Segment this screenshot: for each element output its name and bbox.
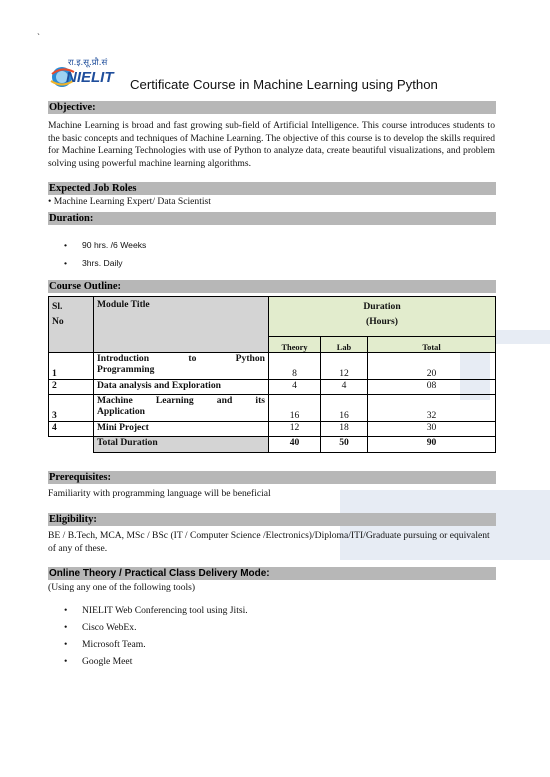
row-sl: 2 — [49, 380, 94, 395]
bullet-icon: • — [64, 605, 68, 616]
duration-heading: Duration: — [48, 212, 496, 225]
eligibility-text: BE / B.Tech, MCA, MSc / BSc (IT / Computer Science /Electronics)/Diploma/ITI/Graduate pursuing or equivalent of any of these. — [48, 530, 490, 554]
course-title: Certificate Course in Machine Learning using Python — [130, 77, 438, 92]
row-total: 32 — [368, 395, 496, 422]
bullet-icon: • — [64, 240, 68, 250]
row-theory: 16 — [269, 395, 321, 422]
row-lab: 18 — [321, 422, 368, 437]
row-title: Data analysis and Exploration — [94, 380, 269, 395]
table-header-row — [49, 297, 496, 337]
page-mark: ` — [37, 32, 40, 42]
table-row — [49, 422, 496, 437]
duration-text: 90 hrs. /6 Weeks — [82, 240, 147, 250]
theory-header: Theory — [269, 337, 321, 353]
row-title-line: Machine Learning and its — [97, 395, 265, 406]
row-lab: 4 — [321, 380, 368, 395]
sl-label: Sl. — [52, 301, 63, 312]
total-label: Total Duration — [94, 437, 269, 453]
nielit-logo — [48, 56, 126, 96]
no-label: No — [52, 316, 64, 327]
row-total: 30 — [368, 422, 496, 437]
bullet-icon: • — [48, 196, 52, 207]
row-total: 08 — [368, 380, 496, 395]
table-row — [49, 353, 496, 380]
total-lab: 50 — [321, 437, 368, 453]
delivery-subtext: (Using any one of the following tools) — [48, 582, 196, 593]
table-row — [49, 380, 496, 395]
bullet-icon: • — [64, 639, 68, 650]
delivery-heading: Online Theory / Practical Class Delivery Mode: — [48, 567, 496, 580]
hours-label: (Hours) — [366, 316, 398, 327]
row-lab: 12 — [321, 353, 368, 380]
total-theory: 40 — [269, 437, 321, 453]
row-theory: 12 — [269, 422, 321, 437]
row-title: Mini Project — [94, 422, 269, 437]
delivery-text: Cisco WebEx. — [82, 622, 137, 633]
row-title-line: Programming — [97, 364, 155, 375]
delivery-text: Microsoft Team. — [82, 639, 146, 650]
row-total: 20 — [368, 353, 496, 380]
delivery-text: NIELIT Web Conferencing tool using Jitsi. — [82, 605, 248, 616]
course-outline-table — [48, 296, 496, 453]
job-role-item — [48, 196, 211, 207]
duration-header — [269, 297, 496, 337]
row-theory: 8 — [269, 353, 321, 380]
row-sl: 1 — [49, 353, 94, 380]
bullet-icon: • — [64, 656, 68, 667]
course-outline-heading: Course Outline: — [48, 280, 496, 293]
job-roles-heading: Expected Job Roles — [48, 182, 496, 195]
row-title — [94, 395, 269, 422]
logo-name-text: NIELIT — [66, 69, 114, 86]
duration-text: 3hrs. Daily — [82, 258, 123, 268]
row-title — [94, 353, 269, 380]
table-total-row — [49, 437, 496, 453]
objective-heading: Objective: — [48, 101, 496, 114]
empty-cell — [49, 437, 94, 453]
row-sl: 4 — [49, 422, 94, 437]
job-role-text: Machine Learning Expert/ Data Scientist — [53, 196, 211, 207]
row-sl: 3 — [49, 395, 94, 422]
sl-no-header — [49, 297, 94, 353]
row-title-line: Introduction to Python — [97, 353, 265, 364]
logo-hindi-text: रा.इ.सू.प्रौ.सं — [68, 58, 108, 68]
lab-header: Lab — [321, 337, 368, 353]
row-theory: 4 — [269, 380, 321, 395]
module-title-header: Module Title — [94, 297, 269, 353]
prerequisites-text: Familiarity with programming language will be beneficial — [48, 488, 271, 499]
bullet-icon: • — [64, 258, 68, 268]
row-lab: 16 — [321, 395, 368, 422]
row-title-line: Application — [97, 406, 145, 417]
total-header: Total — [368, 337, 496, 353]
eligibility-heading: Eligibility: — [48, 513, 496, 526]
delivery-text: Google Meet — [82, 656, 133, 667]
duration-label: Duration — [363, 301, 401, 312]
total-total: 90 — [368, 437, 496, 453]
prerequisites-heading: Prerequisites: — [48, 471, 496, 484]
bullet-icon: • — [64, 622, 68, 633]
objective-text: Machine Learning is broad and fast growing sub-field of Artificial Intelligence. This course introduces students to the basic concepts and techniques of Machine Learning. The objective of this course is to develop the skills required for Machine Learning Technologies with use of Python to analyze data, create beautiful visualizations, and problem solving using powerful machine learning algorithms. — [48, 120, 495, 169]
table-row — [49, 395, 496, 422]
